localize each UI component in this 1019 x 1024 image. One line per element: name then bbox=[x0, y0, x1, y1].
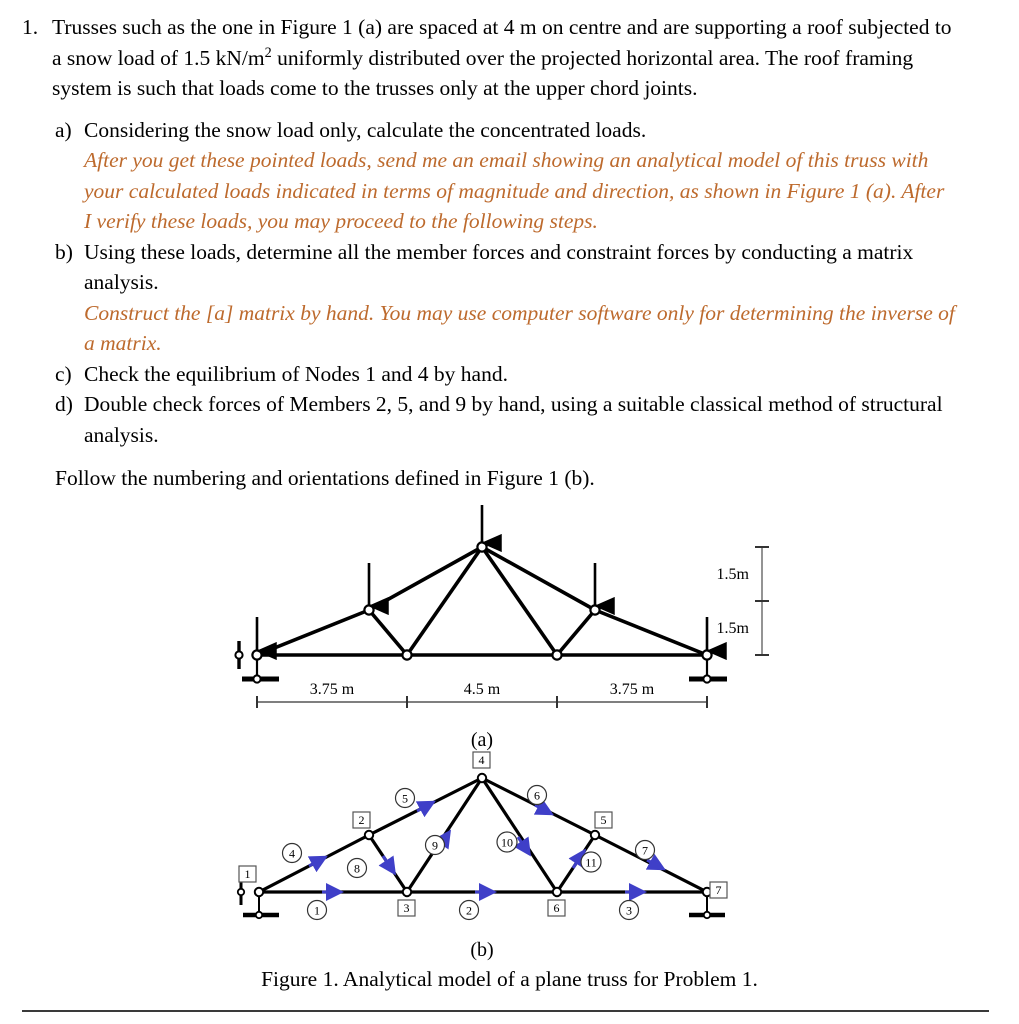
problem-statement-part2: uniformly distributed over the projected horizontal area. The roof framing system is such that loads come to the trusses only at the upper chord joints. bbox=[52, 45, 914, 101]
subitem-a bbox=[55, 115, 959, 146]
svg-text:4: 4 bbox=[478, 753, 485, 768]
instructor-note-b: Construct the [a] matrix by hand. You may use computer software only for determining the inverse of a matrix. bbox=[84, 300, 955, 356]
figure-main-caption: Figure 1. Analytical model of a plane truss for Problem 1. bbox=[261, 967, 758, 991]
member-label-2 bbox=[460, 901, 479, 920]
svg-text:6: 6 bbox=[553, 901, 560, 916]
problem-statement-part1: Trusses such as the one in Figure 1 (a) are spaced at 4 m on centre and are supporting a roof subjected to a snow load of 1.5 kN/m bbox=[52, 15, 952, 70]
problem-statement bbox=[52, 12, 952, 104]
figure-a-label: (a) bbox=[470, 729, 494, 752]
figure-b-roller-support bbox=[689, 896, 725, 918]
figure-area bbox=[22, 505, 959, 962]
member-label-4 bbox=[283, 844, 302, 863]
svg-text:7: 7 bbox=[642, 843, 648, 858]
node-label-2 bbox=[353, 812, 370, 828]
subitem-d bbox=[55, 389, 959, 450]
figure-b-truss-members bbox=[259, 778, 707, 892]
figure-a bbox=[217, 505, 797, 752]
member-label-9 bbox=[426, 836, 445, 855]
svg-text:8: 8 bbox=[354, 861, 360, 876]
follow-instruction: Follow the numbering and orientations defined in Figure 1 (b). bbox=[55, 466, 595, 491]
svg-text:2: 2 bbox=[466, 903, 472, 918]
subitem-c-letter: c) bbox=[55, 361, 72, 386]
svg-text:7: 7 bbox=[715, 883, 722, 898]
member-label-6 bbox=[528, 786, 547, 805]
svg-text:9: 9 bbox=[432, 838, 438, 853]
member-label-7 bbox=[636, 841, 655, 860]
dim-centre-label: 4.5 m bbox=[463, 681, 501, 699]
subitem-d-letter: d) bbox=[55, 392, 73, 417]
figure-b-svg bbox=[217, 750, 747, 930]
svg-text:1: 1 bbox=[314, 903, 320, 918]
figure-a-roller-support bbox=[689, 659, 727, 683]
node-label-7 bbox=[710, 882, 727, 898]
figure-a-joints bbox=[252, 543, 711, 660]
svg-text:1: 1 bbox=[244, 867, 251, 882]
subitem-b-text: Using these loads, determine all the member forces and constraint forces by conducting a matrix analysis. bbox=[84, 239, 914, 295]
instructor-note-a: After you get these pointed loads, send me an email showing an analytical model of this truss with your calculated loads indicated in terms of magnitude and direction, as shown in Figure 1 (a). After I verify these loads, you may proceed to the following steps. bbox=[84, 148, 945, 234]
figure-a-vertical-dims bbox=[717, 547, 769, 655]
svg-text:6: 6 bbox=[534, 788, 540, 803]
member-label-1 bbox=[308, 901, 327, 920]
figure-a-truss-members bbox=[257, 547, 707, 655]
member-label-3 bbox=[620, 901, 639, 920]
subitem-a-text: Considering the snow load only, calculate the concentrated loads. bbox=[84, 117, 647, 142]
svg-text:2: 2 bbox=[358, 813, 365, 828]
node-label-3 bbox=[398, 900, 415, 916]
vdim-upper-label: 1.5m bbox=[716, 566, 749, 584]
problem-block bbox=[22, 12, 959, 104]
member-label-5 bbox=[396, 789, 415, 808]
vdim-lower-label: 1.5m bbox=[716, 620, 749, 638]
svg-text:3: 3 bbox=[626, 903, 632, 918]
svg-text:4: 4 bbox=[289, 846, 295, 861]
subitem-d-text: Double check forces of Members 2, 5, and 9 by hand, using a suitable classical method of structural analysis. bbox=[84, 392, 943, 447]
member-label-10 bbox=[497, 832, 517, 852]
svg-text:5: 5 bbox=[402, 791, 408, 806]
figure-b-joints bbox=[255, 774, 711, 896]
superscript-two: 2 bbox=[264, 44, 272, 61]
node-label-1 bbox=[239, 866, 256, 882]
figure-a-horizontal-dims bbox=[257, 681, 707, 708]
node-label-6 bbox=[548, 900, 565, 916]
page-divider bbox=[22, 1010, 989, 1012]
problem-number: 1. bbox=[22, 15, 39, 39]
node-label-5 bbox=[595, 812, 612, 828]
subitem-list bbox=[55, 115, 959, 451]
svg-text:10: 10 bbox=[501, 835, 513, 850]
node-label-4 bbox=[473, 752, 490, 768]
dim-right-label: 3.75 m bbox=[609, 681, 655, 699]
figure-b-label: (b) bbox=[470, 939, 494, 962]
subitem-c-text: Check the equilibrium of Nodes 1 and 4 by hand. bbox=[84, 361, 508, 386]
subitem-b-letter: b) bbox=[55, 239, 73, 264]
figure-a-svg bbox=[217, 505, 797, 720]
svg-text:5: 5 bbox=[600, 813, 607, 828]
figure-b bbox=[217, 750, 747, 962]
svg-text:3: 3 bbox=[403, 901, 410, 916]
subitem-b bbox=[55, 237, 959, 298]
member-label-11 bbox=[581, 852, 601, 872]
subitem-c bbox=[55, 359, 959, 390]
svg-text:11: 11 bbox=[585, 855, 597, 870]
member-label-8 bbox=[348, 859, 367, 878]
subitem-a-letter: a) bbox=[55, 117, 72, 142]
dim-left-label: 3.75 m bbox=[309, 681, 355, 699]
